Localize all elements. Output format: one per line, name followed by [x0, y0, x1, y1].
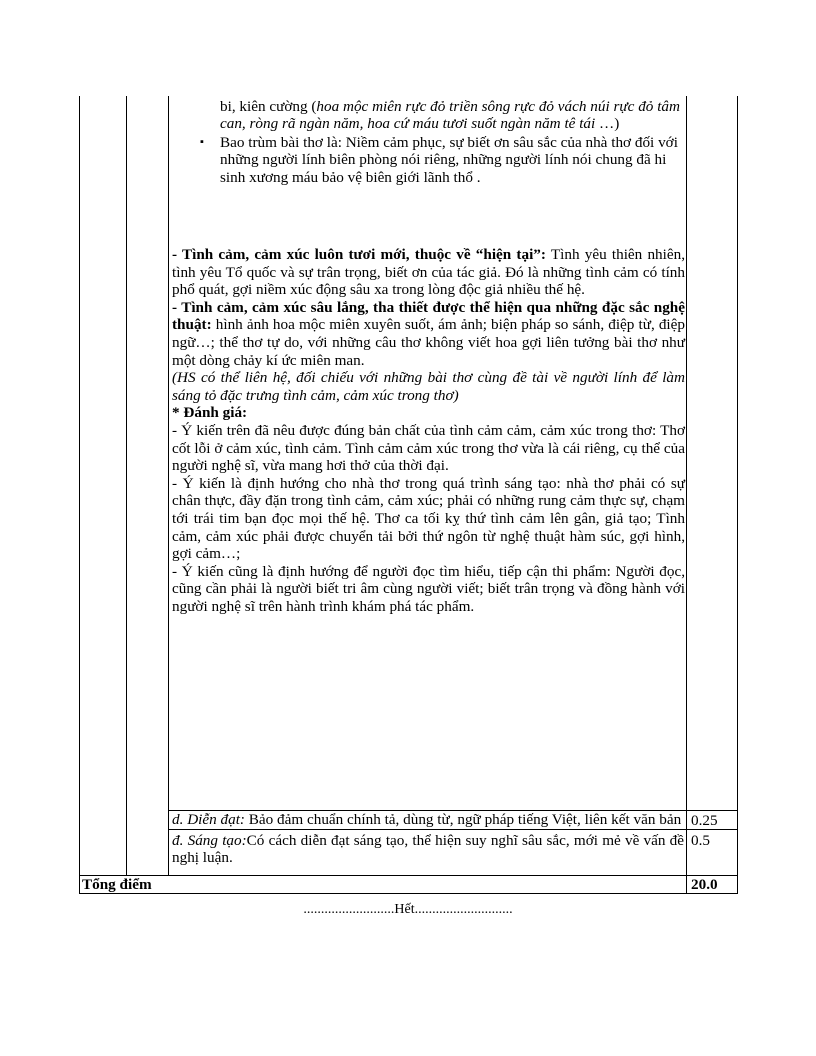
- row-divider-total: [79, 875, 738, 876]
- bullet-list: [198, 98, 688, 186]
- row-divider-dd: [168, 829, 738, 830]
- paragraph-4: [172, 404, 685, 422]
- continuation-italic: hoa mộc miên rực đỏ triền sông rực đỏ vách núi rực đỏ tâm can, ròng rã ngàn năm, hoa cứ máu tươi suốt ngàn năm tê tái: [220, 98, 680, 133]
- bullet-item-continued: [198, 98, 688, 133]
- paragraph-1-text: Tình yêu thiên nhiên, tình yêu Tổ quốc và sự trân trọng, biết ơn của tác giả. Đó là những tình cảm có tính phổ quát, gợi niềm xúc động sâu xa trong lòng độc giả nhiều thế hệ.: [172, 246, 685, 299]
- row-d-content: [172, 812, 684, 829]
- row-dd-content: [172, 832, 684, 866]
- total-score: 20.0: [691, 876, 718, 893]
- row-d-text: Bảo đảm chuẩn chính tả, dùng từ, ngữ pháp tiếng Việt, liên kết văn bản: [244, 811, 682, 828]
- continuation-end: …): [595, 115, 620, 133]
- paragraph-2: [172, 299, 685, 369]
- paragraph-1-heading: - Tình cảm, cảm xúc luôn tươi mới, thuộc về “hiện tại”:: [172, 246, 546, 263]
- end-marker-dots-right: ............................: [414, 902, 513, 917]
- bullet-text: Bao trùm bài thơ là: Niềm cảm phục, sự biết ơn sâu sắc của nhà thơ đối với những người lính biên phòng nói riêng, những người lính nói chung đã hi sinh xương máu bảo vệ biên giới lãnh thổ .: [220, 133, 678, 186]
- paragraph-6: - Ý kiến là định hướng cho nhà thơ trong quá trình sáng tạo: nhà thơ phải có sự chân thực, đầy đặn trong tình cảm, cảm xúc; phải có những rung cảm thực sự, chạm tới trái tim bạn đọc mọi thế hệ. Thơ ca tối kỵ thứ tình cảm lên gân, giả tạo; Tình cảm, cảm xúc phải được chuyển tải bởi thứ ngôn từ nghệ thuật hàm súc, gợi hình, gợi cảm…;: [172, 474, 685, 563]
- column-divider-2: [168, 96, 169, 876]
- table-border-left: [79, 96, 80, 893]
- square-bullet-icon: ▪: [200, 135, 204, 148]
- end-marker-word: Hết: [394, 902, 415, 917]
- continuation-text: bi, kiên cường (: [220, 98, 317, 115]
- table-border-bottom: [79, 893, 738, 894]
- row-dd-text: Có cách diễn đạt sáng tạo, thể hiện suy nghĩ sâu sắc, mới mẻ về vấn đề nghị luận.: [172, 832, 685, 866]
- end-marker-dots-left: ..........................: [303, 902, 395, 917]
- paragraph-3: [172, 369, 685, 404]
- paragraph-2-heading: - Tình cảm, cảm xúc sâu lắng, tha thiết được thể hiện qua những đặc sắc nghệ thuật:: [172, 298, 685, 334]
- row-d-score: 0.25: [691, 812, 718, 829]
- bullet-item: [198, 134, 688, 186]
- end-marker: [0, 902, 816, 918]
- row-dd-label: đ. Sáng tạo:: [172, 832, 247, 849]
- total-label: Tổng điểm: [82, 876, 152, 893]
- column-divider-1: [126, 96, 127, 876]
- paragraph-7: - Ý kiến cũng là định hướng để người đọc tìm hiểu, tiếp cận thi phẩm: Người đọc, cũng cần phải là người biết tri âm cùng người viết; biết trân trọng và đồng hành với người nghệ sĩ trên hành trình khám phá tác phẩm.: [172, 562, 685, 615]
- paragraph-5: - Ý kiến trên đã nêu được đúng bản chất của tình cảm cảm, cảm xúc trong thơ: Thơ cốt lỗi ở cảm xúc, tình cảm. Tình cảm cảm xúc trong thơ vừa là cái riêng, cụ thể của người nghệ sĩ, vừa mang hơi thở của thời đại.: [172, 421, 685, 475]
- paragraph-2-text: hình ảnh hoa mộc miên xuyên suốt, ám ảnh; biện pháp so sánh, điệp từ, điệp ngữ…; thể thơ tự do, với những câu thơ không viết hoa gợi liên tưởng bài thơ như một dòng chảy kí ức miên man.: [172, 316, 685, 369]
- row-dd-score: 0.5: [691, 832, 710, 849]
- paragraph-1: [172, 246, 685, 299]
- main-content: [172, 246, 685, 615]
- paragraph-3-note: (HS có thể liên hệ, đối chiếu với những bài thơ cùng đề tài về người lính để làm sáng tỏ đặc trưng tình cảm, cảm xúc trong thơ): [172, 369, 685, 404]
- row-d-label: d. Diễn đạt:: [172, 811, 245, 828]
- evaluation-heading: * Đánh giá:: [172, 404, 248, 422]
- column-divider-3: [686, 96, 687, 893]
- table-border-right: [737, 96, 738, 893]
